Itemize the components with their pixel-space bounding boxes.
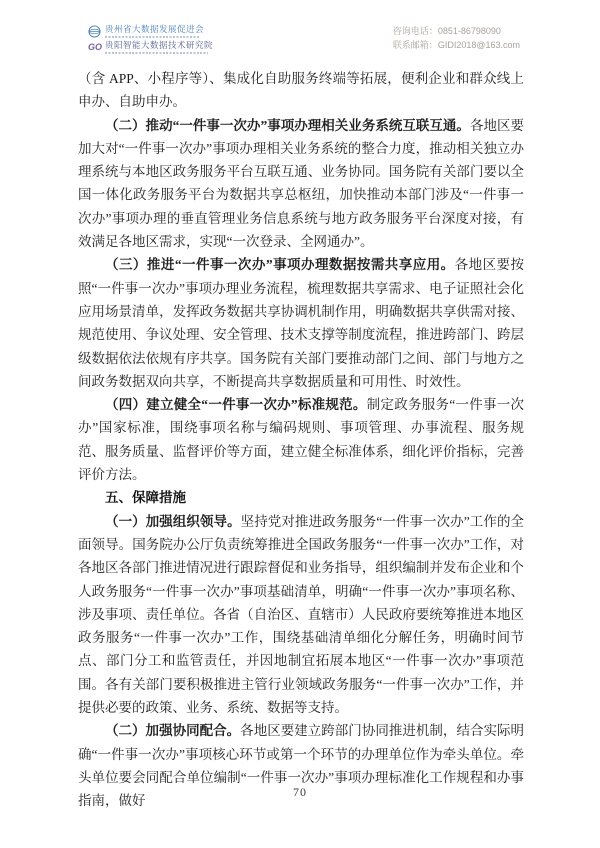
paragraph-text: 各地区要建立跨部门协同推进机制，结合实际明确“一件事一次办”事项核心环节或第一个环节的办理单位作为牵头单位。牵头单位要会同配合单位编制“一件事一次办”事项办理标准化工作规程和办事指南，做好 bbox=[78, 723, 525, 809]
phone-number: 0851-86798090 bbox=[437, 26, 501, 36]
paragraph-item-3 bbox=[78, 253, 524, 393]
email-address: GIDI2018@163.com bbox=[437, 39, 520, 50]
paragraph-text: （含 APP、小程序等）、集成化自助服务终端等拓展，便利企业和群众线上申办、自助申办。 bbox=[78, 71, 524, 110]
paragraph-item-2 bbox=[78, 114, 524, 254]
association-name: 贵州省大数据发展促进会 bbox=[105, 24, 205, 35]
paragraph-text: 各地区要加大对“一件事一次办”事项办理相关业务系统的整合力度，推动相关独立办理系统与本地区政务服务平台互联互通、业务协同。国务院有关部门要以全国一体化政务服务平台为数据共享总枢纽，加快推动本部门涉及“一件事一次办”事项办理的垂直管理业务信息系统与地方政务服务平台深度对接，有效满足各地区需求，实现“一次登录、全网通办”。 bbox=[78, 117, 525, 250]
institute-logo bbox=[88, 41, 213, 54]
paragraph-item-5 bbox=[78, 510, 524, 720]
email-label: 联系邮箱： bbox=[392, 39, 438, 50]
paragraph-text: 各地区要按照“一件事一次办”事项办理业务流程，梳理数据共享需求、电子证照社会化应用场景清单，发挥政务数据共享协调机制作用，明确数据共享供需对接、规范使用、争议处理、安全管理、技术支撑等制度流程，推进跨部门、跨层级数据依法依规有序共享。国务院有关部门要推动部门之间、部门与地方之间政务数据双向共享，不断提高共享数据质量和可用性、时效性。 bbox=[78, 257, 525, 389]
contact-email-line bbox=[393, 39, 520, 53]
association-english-line bbox=[105, 36, 199, 38]
institute-text bbox=[105, 41, 213, 54]
paragraph-lead: （一）加强组织领导。 bbox=[105, 513, 241, 529]
page-number: 70 bbox=[293, 785, 307, 799]
contact-phone-line bbox=[393, 25, 520, 39]
go-swirl-icon: GO bbox=[88, 42, 103, 52]
institute-name: 贵阳智能大数据技术研究院 bbox=[105, 40, 214, 51]
association-logo bbox=[88, 25, 213, 38]
paragraph-continuation bbox=[78, 67, 524, 114]
logo-block bbox=[88, 25, 213, 54]
association-text bbox=[105, 25, 204, 38]
document-body bbox=[78, 67, 524, 813]
institute-english-line bbox=[105, 52, 208, 54]
paragraph-text: 坚持党对推进政务服务“一件事一次办”工作的全面领导。国务院办公厅负责统筹推进全国政务服务“一件事一次办”工作，对各地区各部门推进情况进行跟踪督促和业务指导，组织编制并发布企业和个人政务服务“一件事一次办”事项基础清单，明确“一件事一次办”事项名称、涉及事项、责任单位。各省（自治区、直辖市）人民政府要统筹推进本地区政务服务“一件事一次办”工作，围绕基础清单细化分解任务，明确时间节点、部门分工和监管责任，并因地制宜拓展本地区“一件事一次办”事项范围。各有关部门要积极推进主管行业领域政务服务“一件事一次办”工作，并提供必要的政策、业务、系统、数据等支持。 bbox=[78, 513, 525, 716]
paragraph-lead: （二）加强协同配合。 bbox=[105, 723, 241, 739]
contact-block bbox=[393, 25, 520, 52]
paragraph-item-4 bbox=[78, 393, 524, 486]
paragraph-lead: （三）推进“一件事一次办”事项办理数据按需共享应用。 bbox=[105, 257, 455, 273]
section-heading: 五、保障措施 bbox=[105, 490, 186, 506]
paragraph-lead: （二）推动“一件事一次办”事项办理相关业务系统互联互通。 bbox=[105, 117, 470, 133]
paragraph-text: 制定政务服务“一件事一次办”国家标准，围绕事项名称与编码规则、事项管理、办事流程、服务规范、服务质量、监督评价等方面，建立健全标准体系，细化评价指标，完善评价方法。 bbox=[78, 397, 525, 483]
globe-icon bbox=[88, 25, 101, 38]
phone-label: 咨询电话： bbox=[392, 26, 438, 36]
page-footer bbox=[0, 783, 600, 801]
paragraph-lead: （四）建立健全“一件事一次办”标准规范。 bbox=[105, 397, 367, 413]
page-header bbox=[88, 25, 520, 54]
